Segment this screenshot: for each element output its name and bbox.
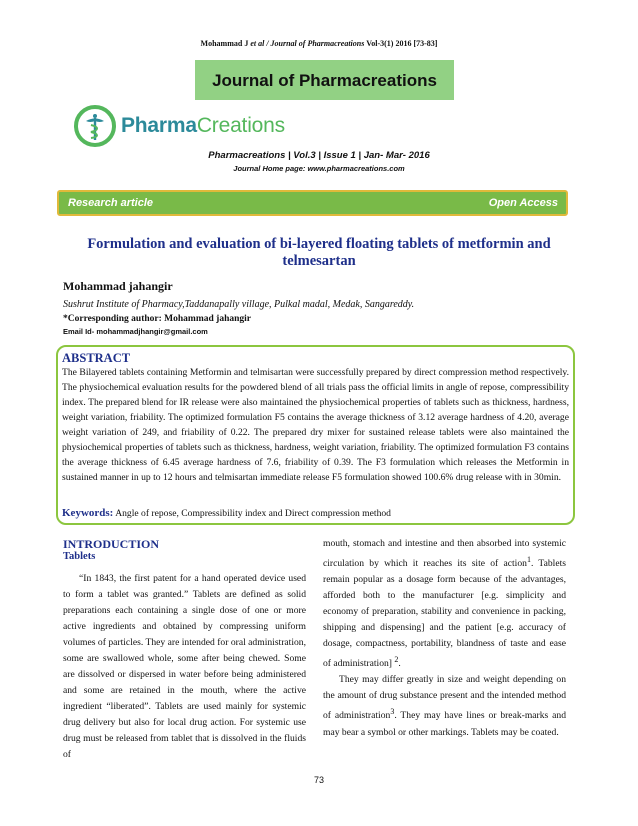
article-title: Formulation and evaluation of bi-layered floating tablets of metformin and telmesartan	[87, 236, 551, 269]
author-affiliation: Sushrut Institute of Pharmacy,Taddanapally village, Pulkal madal, Medak, Sangareddy.	[63, 299, 415, 310]
citation-3: 3	[390, 707, 395, 717]
logo-wordmark	[121, 114, 285, 138]
journal-homepage: Journal Home page: www.pharmacreations.com	[233, 164, 405, 173]
running-head	[0, 39, 638, 48]
para2-text-a: mouth, stomach and intestine and then absorbed into systemic circulation by which it reaches its site of action	[323, 538, 566, 570]
keywords-list: Angle of repose, Compressibility index and Direct compression method	[113, 508, 391, 519]
abstract-text: The Bilayered tablets containing Metformin and telmisartan were successfully prepared by direct compression method respectively. The physiochemical evaluation results for the powdered blend of all trials pass the official limits in angle of repose, compressibility index. The prepared blend for IR release were also maintained the physiochemical properties of tablets such as thickness, hardness, weight variation, friability. The optimized formulation F5 contains the average thickness of 3.12 average hardness of 4.20, average weight variation of 249, and friability of 0.22. The prepared dry mixer for sustained release tablets were also maintained the physiochemical properties of tablets such as thickness, hardness, weight variation, friability. The optimized formulation F3 contains the average thickness of 6.45 average hardness of 7.6, friability of 0.39. The F3 formulation which releases the Metformin in sustained manner in up to 12 hours and telmisartan immediate release F5 formulation showed 100.6% drug release with in 30min.	[62, 367, 569, 483]
journal-banner: Journal of Pharmacreations	[195, 60, 454, 100]
left-column	[63, 571, 306, 763]
article-type-label: Research article	[68, 197, 153, 209]
publication-info: Pharmacreations | Vol.3 | Issue 1 | Jan- Mar- 2016	[208, 150, 430, 161]
keywords-label: Keywords:	[62, 507, 114, 519]
keywords	[62, 507, 391, 519]
running-head-journal: et al / Journal of Pharmacreations	[250, 39, 365, 48]
para3-text-a: They may differ greatly in size and weight depending on the amount of drug substance present and the intended method of administration	[323, 674, 566, 722]
page-number: 73	[313, 775, 324, 785]
citation-1: 1	[526, 555, 531, 564]
para3-text-b: . They may have lines or break-marks and may bear a symbol or other markings. Tablets may be coated.	[323, 710, 567, 738]
introduction-heading: INTRODUCTION	[63, 537, 160, 551]
running-head-author: Mohammad J	[200, 39, 251, 48]
citation-2: 2	[394, 655, 399, 665]
logo-wordmark-part2: Creations	[196, 114, 285, 137]
para2-text-c: .	[398, 658, 401, 670]
logo-wordmark-part1: Pharma	[121, 114, 197, 137]
intro-paragraph-1: “In 1843, the first patent for a hand operated device used to form a tablet was granted.” Tablets are defined as solid preparations each containing a single dose of one or more active ingredients and obtained by compressing uniform volumes of particles. They are intended for oral administration, some are swallowed whole, some after being chewed. Some are dissolved or dispersed in water before being administered and some are retained in the mouth, where the active ingredient “liberated”. Tablets are used mainly for systemic drug delivery but also for local drug action. For systemic use drug must be released from tablet that is dissolved in the fluids of	[63, 573, 306, 760]
intro-paragraph-2	[323, 536, 566, 672]
caduceus-logo-icon	[73, 104, 117, 148]
right-column	[323, 536, 566, 741]
running-head-volume: Vol-3(1) 2016 [73-83]	[364, 39, 438, 48]
tablets-subheading: Tablets	[63, 551, 96, 562]
para2-text-b: . Tablets remain popular as a dosage form because of the advantages, afforded both to the manufacturer [e.g. simplicity and economy of preparation, stability and convenience in packing, shipping and dispensing] and the patient [e.g. accuracy of dosage, compactness, portability, blandness of taste and ease of administration]	[323, 558, 566, 670]
intro-paragraph-3	[323, 672, 566, 740]
pharmacreations-logo	[73, 104, 285, 148]
author-name: Mohammad jahangir	[63, 279, 173, 293]
author-email: Email Id- mohammadjhangir@gmail.com	[63, 327, 208, 336]
abstract-heading: ABSTRACT	[62, 351, 131, 365]
corresponding-author: *Corresponding author: Mohammad jahangir	[63, 314, 251, 324]
open-access-label: Open Access	[488, 197, 558, 209]
article-type-bar	[57, 190, 568, 216]
